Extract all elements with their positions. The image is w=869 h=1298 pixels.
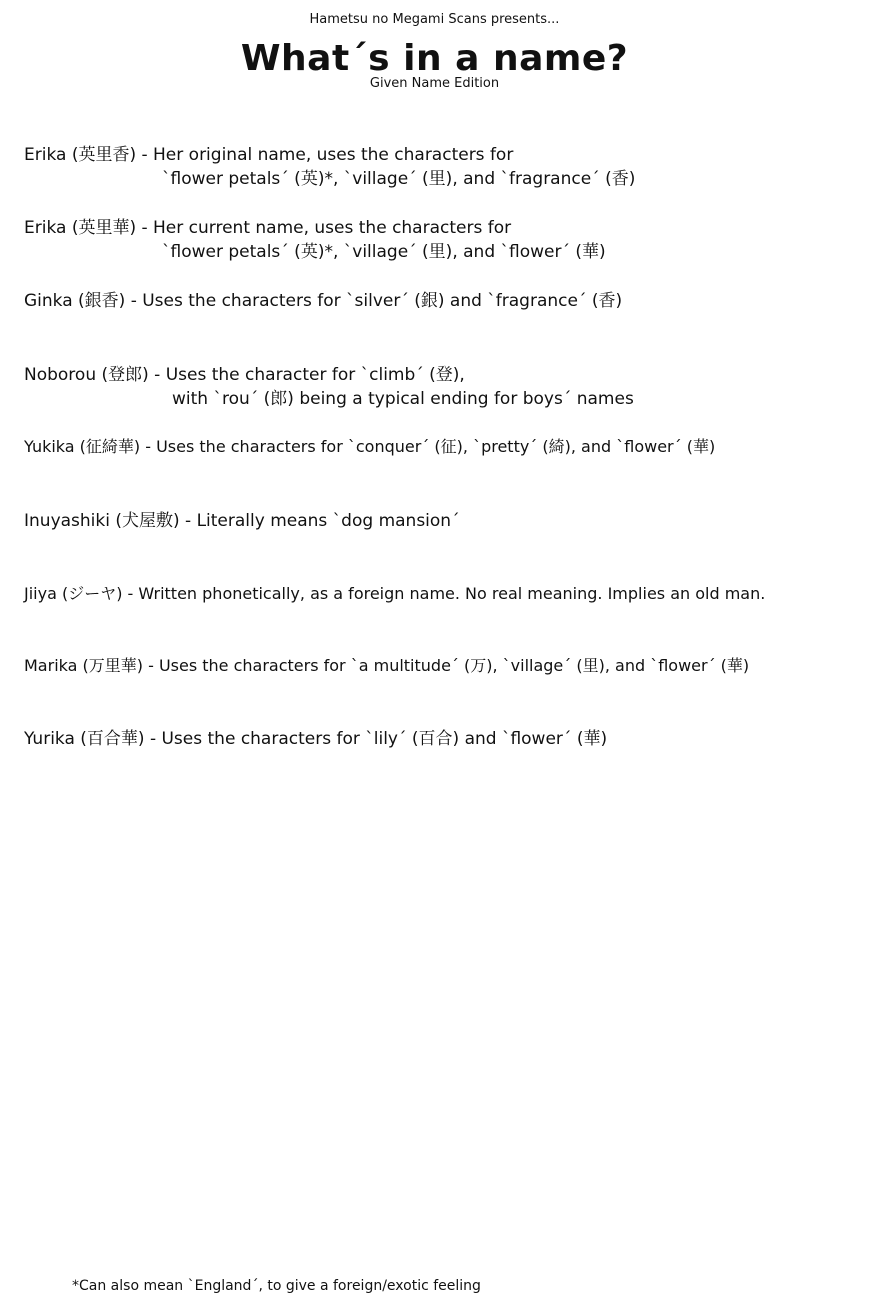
entry-erika-current-line1: Erika (英里華) - Her current name, uses the characters for — [24, 218, 512, 238]
entry-erika-current-line2: `flower petals´ (英)*, `village´ (里), and `flower´ (華) — [162, 242, 606, 262]
footnote: *Can also mean `England´, to give a foreign/exotic feeling — [72, 1278, 481, 1294]
page-title: What´s in a name? — [240, 38, 629, 79]
entry-jiiya: Jiiya (ジーヤ) - Written phonetically, as a foreign name. No real meaning. Implies an old man. — [24, 584, 766, 603]
presents-line: Hametsu no Megami Scans presents... — [309, 12, 560, 27]
entry-ginka: Ginka (銀香) - Uses the characters for `silver´ (銀) and `fragrance´ (香) — [24, 291, 623, 311]
entry-erika-original-line1: Erika (英里香) - Her original name, uses the characters for — [24, 145, 514, 165]
entry-erika-original-line2: `flower petals´ (英)*, `village´ (里), and `fragrance´ (香) — [162, 169, 636, 189]
page-subtitle: Given Name Edition — [369, 76, 500, 91]
entry-noborou-line2: with `rou´ (郎) being a typical ending for boys´ names — [172, 389, 634, 409]
entry-marika: Marika (万里華) - Uses the characters for `a multitude´ (万), `village´ (里), and `flower´ (華) — [24, 656, 750, 675]
entry-inuyashiki: Inuyashiki (犬屋敷) - Literally means `dog mansion´ — [24, 511, 460, 531]
entry-yurika: Yurika (百合華) - Uses the characters for `lily´ (百合) and `flower´ (華) — [24, 729, 608, 749]
entry-noborou-line1: Noborou (登郎) - Uses the character for `climb´ (登), — [24, 365, 465, 385]
entry-yukika: Yukika (征綺華) - Uses the characters for `conquer´ (征), `pretty´ (綺), and `flower´ (華) — [24, 437, 716, 456]
